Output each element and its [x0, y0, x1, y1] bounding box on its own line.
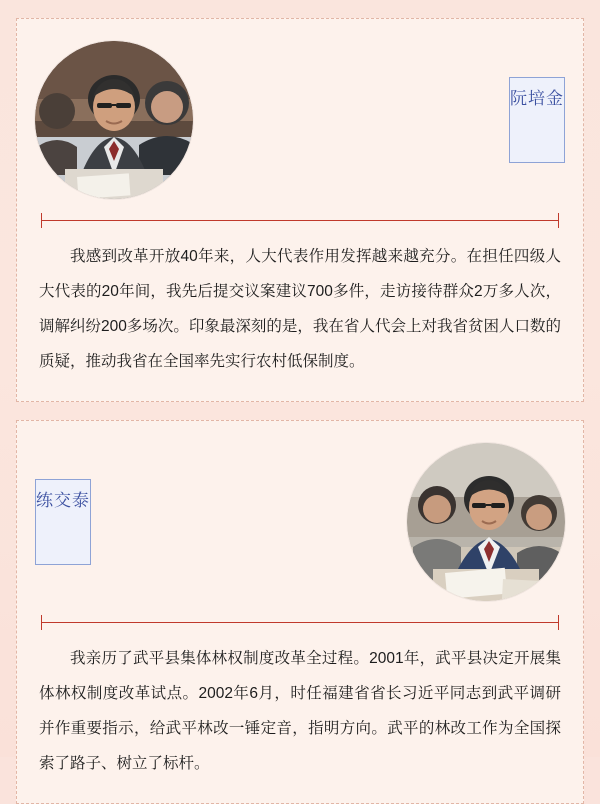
testimonial-text-1: 我感到改革开放40年来，人大代表作用发挥越来越充分。在担任四级人大代表的20年间，我先后提交议案建议700多件，走访接待群众2万多人次，调解纠纷200多场次。印象最深刻的是，我在省人代会上对我省贫困人口数的质疑，推动我省在全国率先实行农村低保制度。: [39, 248, 561, 370]
divider-line-2: [41, 622, 559, 623]
testimonial-text-2: 我亲历了武平县集体林权制度改革全过程。2001年，武平县决定开展集体林权制度改革试点。2002年6月，时任福建省省长习近平同志到武平调研并作重要指示，给武平林改一锤定音，指明方向。武平的林改工作为全国探索了路子、树立了标杆。: [39, 650, 561, 772]
testimonial-card-2: [16, 420, 584, 804]
speaker-name-1: 阮培金: [509, 77, 565, 163]
portrait-lian-jiaotai: [407, 443, 565, 601]
section-divider-1: [35, 211, 565, 229]
section-divider-2: [35, 613, 565, 631]
card-header-1: [35, 35, 565, 205]
portrait-ruan-peijin: [35, 41, 193, 199]
divider-tick-right-2: [558, 615, 559, 630]
divider-tick-right-1: [558, 213, 559, 228]
portrait-image-1: [35, 41, 193, 199]
divider-line-1: [41, 220, 559, 221]
testimonial-card-1: [16, 18, 584, 402]
portrait-image-2: [407, 443, 565, 601]
speaker-name-2: 练交泰: [35, 479, 91, 565]
card-header-2: [35, 437, 565, 607]
